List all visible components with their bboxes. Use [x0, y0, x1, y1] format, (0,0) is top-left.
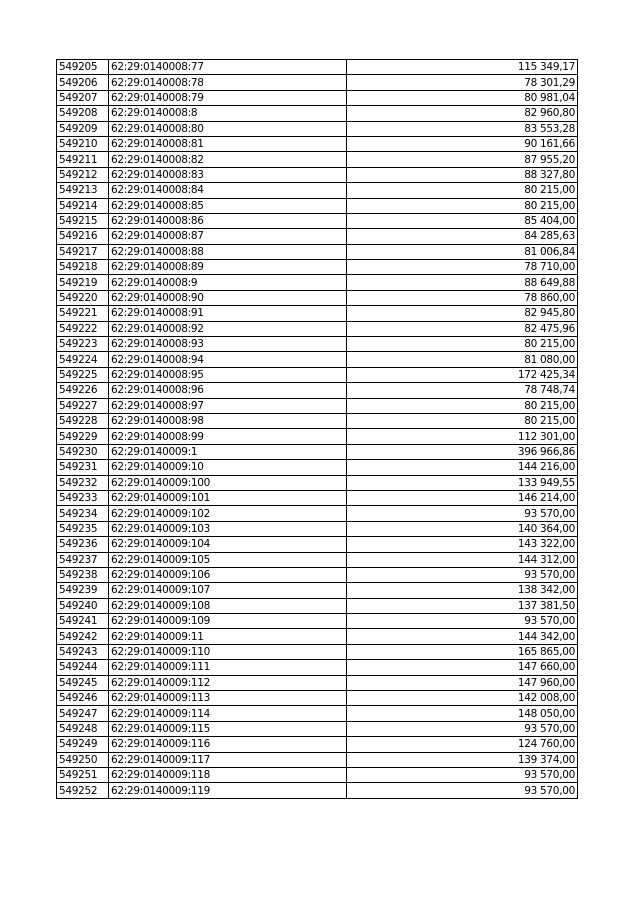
row-number-cell: 549209 [57, 121, 109, 136]
table-row [57, 521, 578, 536]
table-row [57, 552, 578, 567]
value-cell: 80 981,04 [347, 90, 578, 105]
value-cell: 87 955,20 [347, 152, 578, 167]
value-cell: 172 425,34 [347, 367, 578, 382]
table-row [57, 460, 578, 475]
value-cell: 148 050,00 [347, 706, 578, 721]
table-row [57, 275, 578, 290]
row-number-cell: 549207 [57, 90, 109, 105]
row-number-cell: 549232 [57, 475, 109, 490]
value-cell: 78 748,74 [347, 383, 578, 398]
value-cell: 80 215,00 [347, 183, 578, 198]
value-cell: 80 215,00 [347, 337, 578, 352]
cadastral-number-cell: 62:29:0140008:84 [109, 183, 347, 198]
value-cell: 144 342,00 [347, 629, 578, 644]
table-row [57, 321, 578, 336]
cadastral-number-cell: 62:29:0140008:89 [109, 260, 347, 275]
value-cell: 80 215,00 [347, 198, 578, 213]
table-row [57, 444, 578, 459]
table-row [57, 490, 578, 505]
cadastral-number-cell: 62:29:0140009:118 [109, 767, 347, 782]
cadastral-number-cell: 62:29:0140008:82 [109, 152, 347, 167]
row-number-cell: 549249 [57, 737, 109, 752]
value-cell: 115 349,17 [347, 60, 578, 75]
row-number-cell: 549218 [57, 260, 109, 275]
row-number-cell: 549247 [57, 706, 109, 721]
cadastral-number-cell: 62:29:0140009:116 [109, 737, 347, 752]
cadastral-number-cell: 62:29:0140009:114 [109, 706, 347, 721]
value-cell: 81 080,00 [347, 352, 578, 367]
row-number-cell: 549252 [57, 783, 109, 798]
cadastral-number-cell: 62:29:0140009:104 [109, 537, 347, 552]
row-number-cell: 549205 [57, 60, 109, 75]
row-number-cell: 549239 [57, 583, 109, 598]
row-number-cell: 549206 [57, 75, 109, 90]
value-cell: 142 008,00 [347, 691, 578, 706]
table-row [57, 290, 578, 305]
value-cell: 90 161,66 [347, 136, 578, 151]
cadastral-number-cell: 62:29:0140009:10 [109, 460, 347, 475]
value-cell: 140 364,00 [347, 521, 578, 536]
value-cell: 147 960,00 [347, 675, 578, 690]
table-body [57, 60, 578, 799]
table-row [57, 783, 578, 798]
table-row [57, 337, 578, 352]
value-cell: 138 342,00 [347, 583, 578, 598]
value-cell: 396 966,86 [347, 444, 578, 459]
cadastral-number-cell: 62:29:0140009:11 [109, 629, 347, 644]
cadastral-number-cell: 62:29:0140008:99 [109, 429, 347, 444]
table-row [57, 737, 578, 752]
value-cell: 84 285,63 [347, 229, 578, 244]
row-number-cell: 549216 [57, 229, 109, 244]
table-row [57, 136, 578, 151]
table-row [57, 475, 578, 490]
table-row [57, 660, 578, 675]
table-row [57, 752, 578, 767]
table-row [57, 352, 578, 367]
cadastral-number-cell: 62:29:0140008:77 [109, 60, 347, 75]
value-cell: 124 760,00 [347, 737, 578, 752]
table-row [57, 198, 578, 213]
value-cell: 144 312,00 [347, 552, 578, 567]
cadastral-number-cell: 62:29:0140008:87 [109, 229, 347, 244]
cadastral-number-cell: 62:29:0140008:90 [109, 290, 347, 305]
cadastral-number-cell: 62:29:0140008:96 [109, 383, 347, 398]
value-cell: 93 570,00 [347, 614, 578, 629]
cadastral-number-cell: 62:29:0140009:111 [109, 660, 347, 675]
cadastral-number-cell: 62:29:0140008:88 [109, 244, 347, 259]
row-number-cell: 549233 [57, 490, 109, 505]
value-cell: 80 215,00 [347, 413, 578, 428]
cadastral-number-cell: 62:29:0140009:109 [109, 614, 347, 629]
table-row [57, 167, 578, 182]
value-cell: 165 865,00 [347, 644, 578, 659]
cadastral-number-cell: 62:29:0140009:100 [109, 475, 347, 490]
value-cell: 93 570,00 [347, 506, 578, 521]
row-number-cell: 549236 [57, 537, 109, 552]
value-cell: 85 404,00 [347, 213, 578, 228]
row-number-cell: 549219 [57, 275, 109, 290]
value-cell: 83 553,28 [347, 121, 578, 136]
row-number-cell: 549235 [57, 521, 109, 536]
table-row [57, 598, 578, 613]
table-row [57, 614, 578, 629]
table-row [57, 583, 578, 598]
cadastral-number-cell: 62:29:0140009:119 [109, 783, 347, 798]
row-number-cell: 549251 [57, 767, 109, 782]
row-number-cell: 549208 [57, 106, 109, 121]
cadastral-number-cell: 62:29:0140008:78 [109, 75, 347, 90]
cadastral-number-cell: 62:29:0140009:106 [109, 567, 347, 582]
cadastral-number-cell: 62:29:0140008:80 [109, 121, 347, 136]
table-row [57, 213, 578, 228]
cadastral-number-cell: 62:29:0140008:92 [109, 321, 347, 336]
cadastral-number-cell: 62:29:0140009:108 [109, 598, 347, 613]
cadastral-number-cell: 62:29:0140008:85 [109, 198, 347, 213]
value-cell: 93 570,00 [347, 567, 578, 582]
cadastral-value-table [56, 59, 578, 799]
cadastral-number-cell: 62:29:0140008:86 [109, 213, 347, 228]
cadastral-number-cell: 62:29:0140008:81 [109, 136, 347, 151]
table-row [57, 429, 578, 444]
value-cell: 144 216,00 [347, 460, 578, 475]
cadastral-number-cell: 62:29:0140008:83 [109, 167, 347, 182]
row-number-cell: 549210 [57, 136, 109, 151]
value-cell: 88 649,88 [347, 275, 578, 290]
row-number-cell: 549229 [57, 429, 109, 444]
row-number-cell: 549212 [57, 167, 109, 182]
table-row [57, 721, 578, 736]
value-cell: 88 327,80 [347, 167, 578, 182]
row-number-cell: 549227 [57, 398, 109, 413]
cadastral-number-cell: 62:29:0140009:112 [109, 675, 347, 690]
cadastral-number-cell: 62:29:0140008:94 [109, 352, 347, 367]
table-row [57, 183, 578, 198]
table-row [57, 506, 578, 521]
cadastral-number-cell: 62:29:0140009:101 [109, 490, 347, 505]
table-row [57, 767, 578, 782]
table-row [57, 675, 578, 690]
table-row [57, 644, 578, 659]
row-number-cell: 549238 [57, 567, 109, 582]
table-row [57, 706, 578, 721]
table-row [57, 244, 578, 259]
cadastral-number-cell: 62:29:0140009:1 [109, 444, 347, 459]
row-number-cell: 549226 [57, 383, 109, 398]
table-row [57, 398, 578, 413]
table-row [57, 75, 578, 90]
row-number-cell: 549214 [57, 198, 109, 213]
table-row [57, 60, 578, 75]
cadastral-number-cell: 62:29:0140009:110 [109, 644, 347, 659]
table-row [57, 367, 578, 382]
row-number-cell: 549246 [57, 691, 109, 706]
cadastral-number-cell: 62:29:0140009:117 [109, 752, 347, 767]
cadastral-number-cell: 62:29:0140008:79 [109, 90, 347, 105]
value-cell: 93 570,00 [347, 783, 578, 798]
table-row [57, 383, 578, 398]
value-cell: 143 322,00 [347, 537, 578, 552]
value-cell: 146 214,00 [347, 490, 578, 505]
row-number-cell: 549224 [57, 352, 109, 367]
value-cell: 147 660,00 [347, 660, 578, 675]
cadastral-number-cell: 62:29:0140008:97 [109, 398, 347, 413]
row-number-cell: 549250 [57, 752, 109, 767]
value-cell: 133 949,55 [347, 475, 578, 490]
row-number-cell: 549234 [57, 506, 109, 521]
cadastral-number-cell: 62:29:0140009:103 [109, 521, 347, 536]
row-number-cell: 549248 [57, 721, 109, 736]
value-cell: 139 374,00 [347, 752, 578, 767]
table-row [57, 90, 578, 105]
cadastral-number-cell: 62:29:0140008:8 [109, 106, 347, 121]
cadastral-number-cell: 62:29:0140008:91 [109, 306, 347, 321]
table-row [57, 691, 578, 706]
row-number-cell: 549242 [57, 629, 109, 644]
value-cell: 93 570,00 [347, 767, 578, 782]
table-row [57, 260, 578, 275]
row-number-cell: 549228 [57, 413, 109, 428]
row-number-cell: 549245 [57, 675, 109, 690]
table-row [57, 306, 578, 321]
value-cell: 93 570,00 [347, 721, 578, 736]
value-cell: 82 475,96 [347, 321, 578, 336]
cadastral-number-cell: 62:29:0140008:98 [109, 413, 347, 428]
cadastral-number-cell: 62:29:0140009:113 [109, 691, 347, 706]
row-number-cell: 549215 [57, 213, 109, 228]
row-number-cell: 549213 [57, 183, 109, 198]
row-number-cell: 549217 [57, 244, 109, 259]
cadastral-number-cell: 62:29:0140009:115 [109, 721, 347, 736]
row-number-cell: 549231 [57, 460, 109, 475]
value-cell: 81 006,84 [347, 244, 578, 259]
row-number-cell: 549211 [57, 152, 109, 167]
value-cell: 78 860,00 [347, 290, 578, 305]
table-row [57, 629, 578, 644]
row-number-cell: 549241 [57, 614, 109, 629]
row-number-cell: 549230 [57, 444, 109, 459]
row-number-cell: 549240 [57, 598, 109, 613]
cadastral-number-cell: 62:29:0140009:107 [109, 583, 347, 598]
table-row [57, 537, 578, 552]
row-number-cell: 549225 [57, 367, 109, 382]
table-row [57, 413, 578, 428]
row-number-cell: 549223 [57, 337, 109, 352]
value-cell: 78 710,00 [347, 260, 578, 275]
value-cell: 82 960,80 [347, 106, 578, 121]
row-number-cell: 549243 [57, 644, 109, 659]
cadastral-number-cell: 62:29:0140008:93 [109, 337, 347, 352]
value-cell: 78 301,29 [347, 75, 578, 90]
table-row [57, 152, 578, 167]
value-cell: 137 381,50 [347, 598, 578, 613]
value-cell: 112 301,00 [347, 429, 578, 444]
table-row [57, 229, 578, 244]
cadastral-number-cell: 62:29:0140008:95 [109, 367, 347, 382]
table-row [57, 121, 578, 136]
row-number-cell: 549221 [57, 306, 109, 321]
cadastral-number-cell: 62:29:0140009:102 [109, 506, 347, 521]
row-number-cell: 549222 [57, 321, 109, 336]
row-number-cell: 549237 [57, 552, 109, 567]
value-cell: 80 215,00 [347, 398, 578, 413]
table-row [57, 106, 578, 121]
table-row [57, 567, 578, 582]
cadastral-number-cell: 62:29:0140009:105 [109, 552, 347, 567]
value-cell: 82 945,80 [347, 306, 578, 321]
row-number-cell: 549220 [57, 290, 109, 305]
cadastral-number-cell: 62:29:0140008:9 [109, 275, 347, 290]
row-number-cell: 549244 [57, 660, 109, 675]
